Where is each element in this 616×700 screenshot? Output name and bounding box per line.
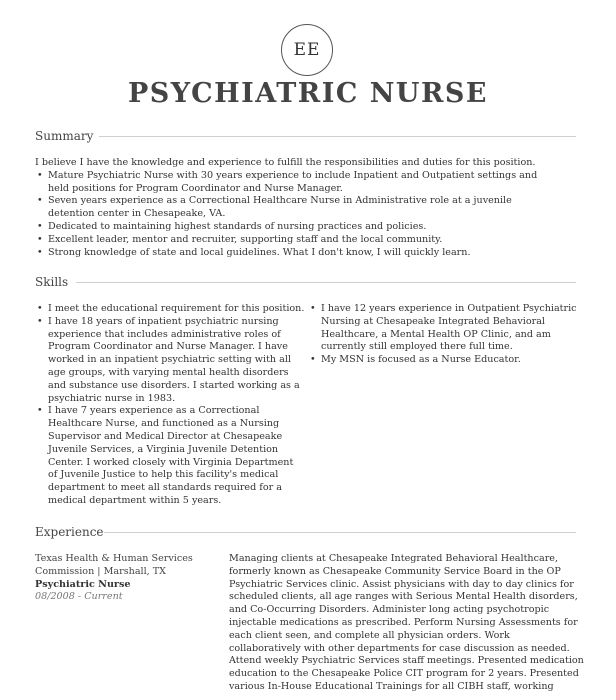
summary-heading: Summary	[35, 129, 94, 143]
page-title: PSYCHIATRIC NURSE	[128, 78, 488, 109]
summary-intro: I believe I have the knowledge and experience to fulfill the responsibilities and duties for this position.	[35, 157, 536, 168]
monogram-initials: EE	[293, 40, 321, 60]
skills-divider	[76, 282, 576, 283]
skill-item: • I have 7 years experience as a Correctional Healthcare Nurse, and functioned as a Nursing Supervisor and Medical Director at Chesapeake Juvenile Services, a Virginia Juvenile Detention Center. I worked closely with Virginia Department of Juvenile Justice to help this facility's medical department to meet all standards required for a medical department within 5 years.	[35, 405, 305, 507]
skill-item: • I have 18 years of inpatient psychiatric nursing experience that includes administrative roles of Program Coordinator and Nurse Manager. I have worked in an inpatient psychiatric setting with all age groups, with varying mental health disorders and substance use disorders. I started working as a psychiatric nurse in 1983.	[35, 316, 305, 406]
skill-item: • I have 12 years experience in Outpatient Psychiatric Nursing at Chesapeake Integrated Behavioral Healthcare, a Mental Health OP Clinic, and am currently still employed there full time.	[308, 303, 578, 354]
summary-item: • Excellent leader, mentor and recruiter, supporting staff and the local community.	[35, 234, 555, 247]
job-company-line: Texas Health & Human Services Commission | Marshall, TX	[35, 553, 193, 577]
job-location: Marshall, TX	[103, 565, 167, 577]
skill-item: • I meet the educational requirement for this position.	[35, 303, 305, 316]
monogram-badge	[281, 24, 333, 76]
skills-heading: Skills	[35, 275, 69, 289]
experience-divider	[104, 532, 576, 533]
summary-section	[35, 157, 555, 259]
summary-item: • Seven years experience as a Correctional Healthcare Nurse in Administrative role at a juvenile detention center in Chesapeake, VA.	[35, 195, 555, 221]
experience-heading: Experience	[35, 525, 104, 539]
summary-item: • Strong knowledge of state and local guidelines. What I don't know, I will quickly learn.	[35, 247, 555, 260]
skills-list-left	[35, 303, 305, 508]
summary-list	[35, 170, 555, 260]
summary-item: • Mature Psychiatric Nurse with 30 years experience to include Inpatient and Outpatient settings and held positions for Program Coordinator and Nurse Manager.	[35, 170, 555, 196]
skill-item: • My MSN is focused as a Nurse Educator.	[308, 354, 578, 367]
summary-divider	[99, 136, 576, 137]
job-meta	[35, 553, 220, 604]
job-company: Texas Health & Human Services Commission	[35, 553, 193, 577]
summary-item: • Dedicated to maintaining highest standards of nursing practices and policies.	[35, 221, 555, 234]
job-description: Managing clients at Chesapeake Integrated Behavioral Healthcare, formerly known as Chesapeake Community Service Board in the OP Psychiatric Services clinic. Assist physicians with day to day clinics for scheduled clients, all age ranges with Serious Mental Health disorders, and Co-Occurring Disorders. Administer long acting psychotropic injectable medications as prescribed. Perform Nursing Assessments for each client seen, and complete all physician orders. Work collaboratively with other departments for case discussion as needed. Attend weekly Psychiatric Services staff meetings. Presented medication education to the Chesapeake Police CIT program for 2 years. Presented various In-House Educational Trainings for all CIBH staff, working	[229, 553, 584, 692]
skills-list-right	[308, 303, 578, 367]
job-dates: 08/2008 - Current	[35, 591, 123, 603]
job-title: Psychiatric Nurse	[35, 578, 131, 590]
